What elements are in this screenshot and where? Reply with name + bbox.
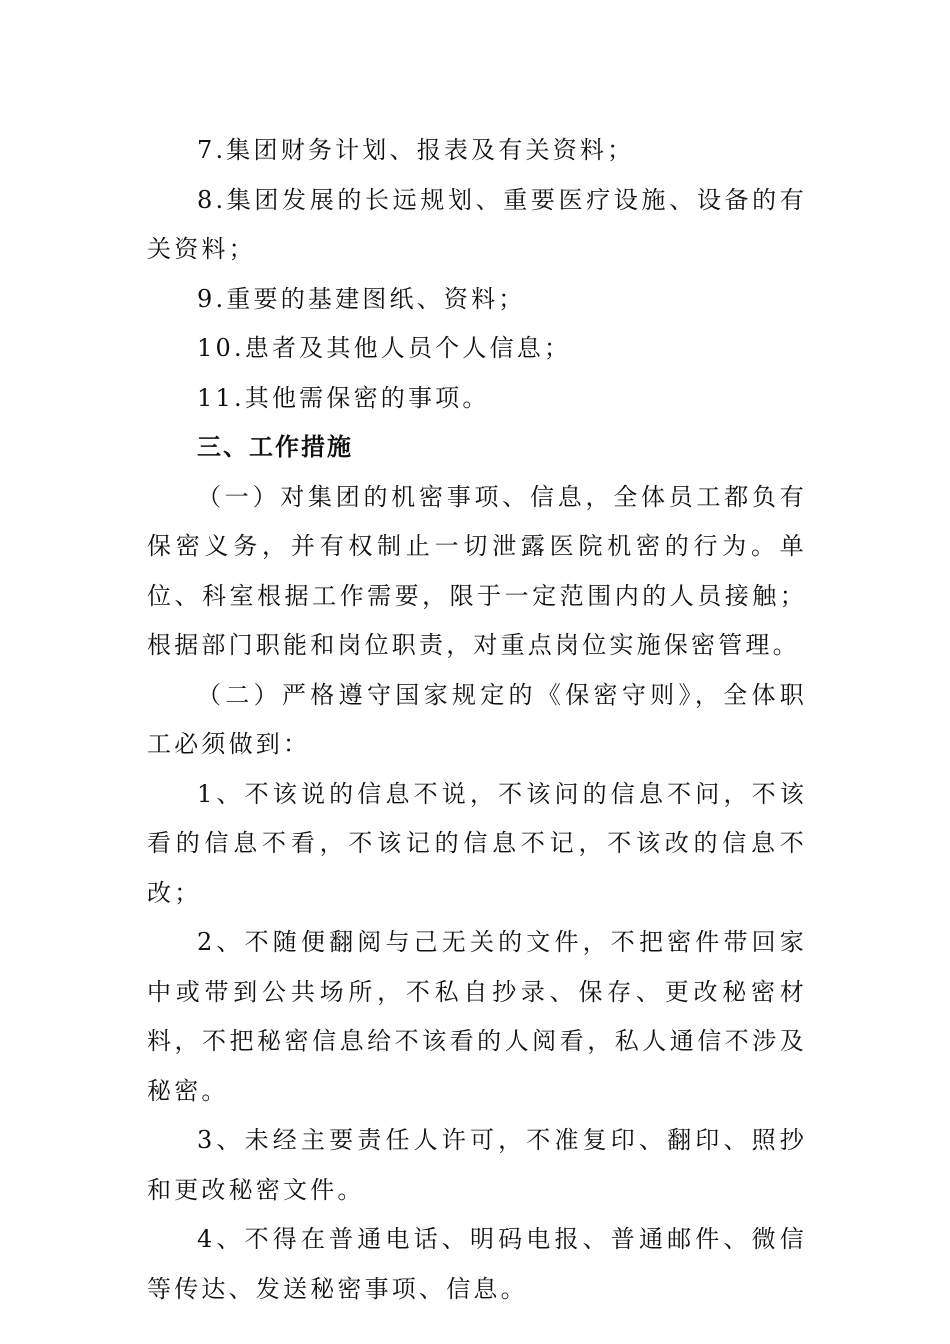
rule-item-4: 4、不得在普通电话、明码电报、普通邮件、微信等传达、发送秘密事项、信息。 bbox=[147, 1225, 807, 1303]
list-item-7: 7.集团财务计划、报表及有关资料； bbox=[197, 136, 635, 164]
document-body bbox=[147, 126, 807, 1314]
paragraph-measure-2: （二）严格遵守国家规定的《保密守则》，全体职工必须做到： bbox=[147, 680, 807, 758]
section-heading: 三、工作措施 bbox=[197, 433, 353, 461]
rule-item-3: 3、未经主要责任人许可，不准复印、翻印、照抄和更改秘密文件。 bbox=[147, 1126, 807, 1204]
list-item-11: 11.其他需保密的事项。 bbox=[197, 383, 490, 412]
paragraph-measure-1: （一）对集团的机密事项、信息，全体员工都负有保密义务，并有权制止一切泄露医院机密的行为。单位、科室根据工作需要，限于一定范围内的人员接触；根据部门职能和岗位职责，对重点岗位实施保密管理。 bbox=[147, 482, 807, 659]
list-item-8: 8.集团发展的长远规划、重要医疗设施、设备的有关资料； bbox=[147, 185, 807, 263]
list-item-9: 9.重要的基建图纸、资料； bbox=[197, 284, 526, 313]
rule-item-1: 1、不该说的信息不说，不该问的信息不问，不该看的信息不看，不该记的信息不记，不该改的信息不改； bbox=[147, 779, 807, 907]
rule-item-2: 2、不随便翻阅与己无关的文件，不把密件带回家中或带到公共场所，不私自抄录、保存、更改秘密材料，不把秘密信息给不该看的人阅看，私人通信不涉及秘密。 bbox=[147, 928, 807, 1105]
list-item-10: 10.患者及其他人员个人信息； bbox=[197, 334, 572, 362]
